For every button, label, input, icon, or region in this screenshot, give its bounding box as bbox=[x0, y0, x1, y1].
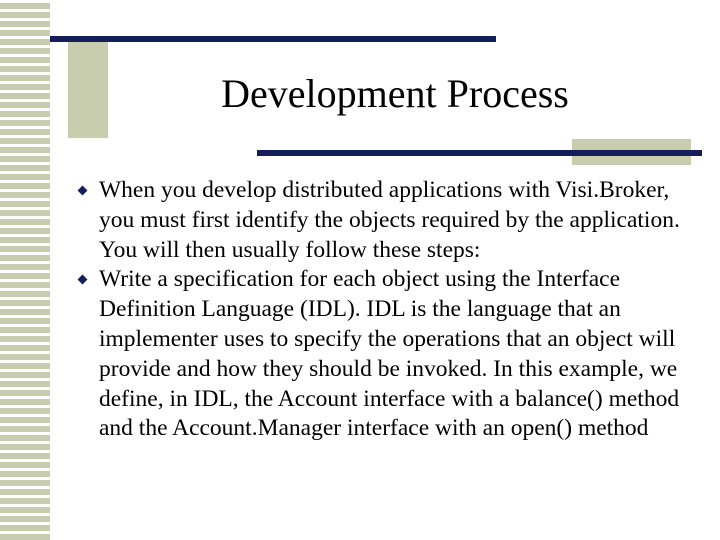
bullet-text: When you develop distributed applications with Visi.Broker, you must first identify the objects required by the application. You will then usually follow these steps: bbox=[99, 177, 680, 263]
bullet-item bbox=[78, 265, 684, 444]
title-decor-block bbox=[68, 38, 108, 138]
bullet-item bbox=[78, 176, 684, 265]
diamond-bullet-icon bbox=[78, 275, 88, 285]
bullet-text: Write a specification for each object using the Interface Definition Language (IDL). IDL is the language that an implementer uses to specify the operations that an object will provide and how they should be invoked. In this example, we define, in IDL, the Account interface with a balance() method and the Account.Manager interface with an open() method bbox=[99, 266, 680, 442]
diamond-bullet-icon bbox=[78, 186, 88, 196]
top-accent-bar bbox=[50, 36, 496, 42]
mid-accent-bar bbox=[257, 150, 702, 156]
bullet-list bbox=[78, 176, 684, 444]
slide-title: Development Process bbox=[221, 71, 569, 116]
left-stripe-decoration bbox=[0, 0, 50, 540]
